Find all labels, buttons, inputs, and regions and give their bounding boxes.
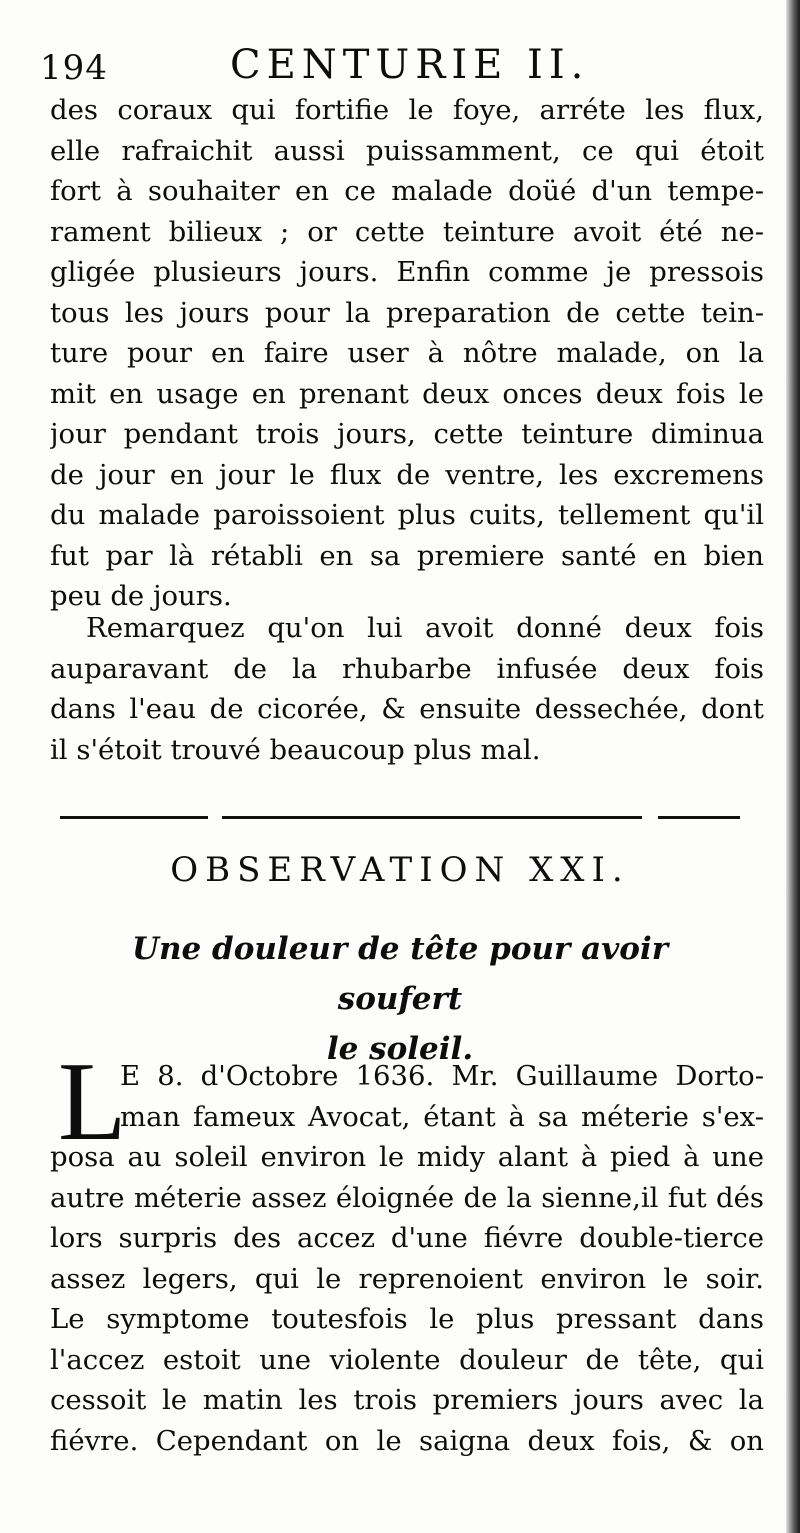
text-line: des coraux qui fortifie le foye, arréte les flux, — [50, 94, 764, 126]
text-line: jour pendant trois jours, cette teinture diminua — [50, 418, 764, 450]
observation-body — [50, 1056, 764, 1461]
text-line: Remarquez qu'on lui avoit donné deux fois — [86, 612, 764, 644]
text-line: gligée plusieurs jours. Enfin comme je pressois — [50, 256, 764, 288]
paragraph-continued — [50, 90, 764, 617]
running-title: CENTURIE II. — [230, 42, 590, 88]
divider-rule — [658, 816, 740, 819]
text-line: lors surpris des accez d'une fiévre double-tierce — [50, 1222, 764, 1254]
text-line: cessoit le matin les trois premiers jours avec la — [50, 1384, 764, 1416]
text-line: auparavant de la rhubarbe infusée deux fois — [50, 652, 764, 685]
text-line: mit en usage en prenant deux onces deux fois le — [50, 377, 764, 410]
text-line: fut par là rétabli en sa premiere santé en bien — [50, 539, 764, 572]
text-line: fiévre. Cependant on le saigna deux fois, & on — [50, 1424, 764, 1457]
page-edge-shadow — [786, 0, 800, 1533]
observation-heading: OBSERVATION XXI. — [170, 850, 630, 890]
text-line: elle rafraichit aussi puissamment, ce qui étoit — [50, 134, 764, 167]
text-line: dans l'eau de cicorée, & ensuite dessechée, dont — [50, 693, 764, 725]
subtitle-line: le soleil. — [326, 1031, 474, 1067]
text-line: rament bilieux ; or cette teinture avoit été ne- — [50, 215, 764, 248]
text-line: ture pour en faire user à nôtre malade, on la — [50, 337, 764, 369]
text-line: assez legers, qui le reprenoient environ le soir. — [50, 1262, 764, 1295]
subtitle-line: Une douleur de tête pour avoir soufert — [131, 931, 669, 1017]
text-line: autre méterie assez éloignée de la sienne,il fut dés — [50, 1181, 764, 1214]
text-line: tous les jours pour la preparation de cette tein- — [50, 296, 764, 329]
divider-rule — [60, 816, 208, 819]
text-line: Le symptome toutesfois le plus pressant dans — [50, 1303, 764, 1335]
text-line: l'accez estoit une violente douleur de tête, qui — [50, 1343, 764, 1376]
text-line: peu de jours. — [50, 580, 232, 612]
text-line: fort à souhaiter en ce malade doüé d'un tempe- — [50, 175, 764, 207]
text-line: man fameux Avocat, étant à sa méterie s'ex- — [120, 1100, 764, 1133]
text-line: du malade paroissoient plus cuits, tellement qu'il — [50, 499, 764, 531]
paragraph-remark — [50, 608, 764, 770]
text-line: il s'étoit trouvé beaucoup plus mal. — [50, 733, 541, 766]
observation-subtitle — [80, 924, 720, 1074]
text-line: E 8. d'Octobre 1636. Mr. Guillaume Dorto- — [120, 1060, 764, 1092]
text-line: de jour en jour le flux de ventre, les excremens — [50, 458, 764, 491]
page-number: 194 — [40, 48, 108, 88]
drop-cap: L — [58, 1040, 127, 1164]
text-line: posa au soleil environ le midy alant à pied à une — [50, 1141, 764, 1173]
section-divider — [60, 816, 740, 824]
divider-rule — [222, 816, 642, 819]
